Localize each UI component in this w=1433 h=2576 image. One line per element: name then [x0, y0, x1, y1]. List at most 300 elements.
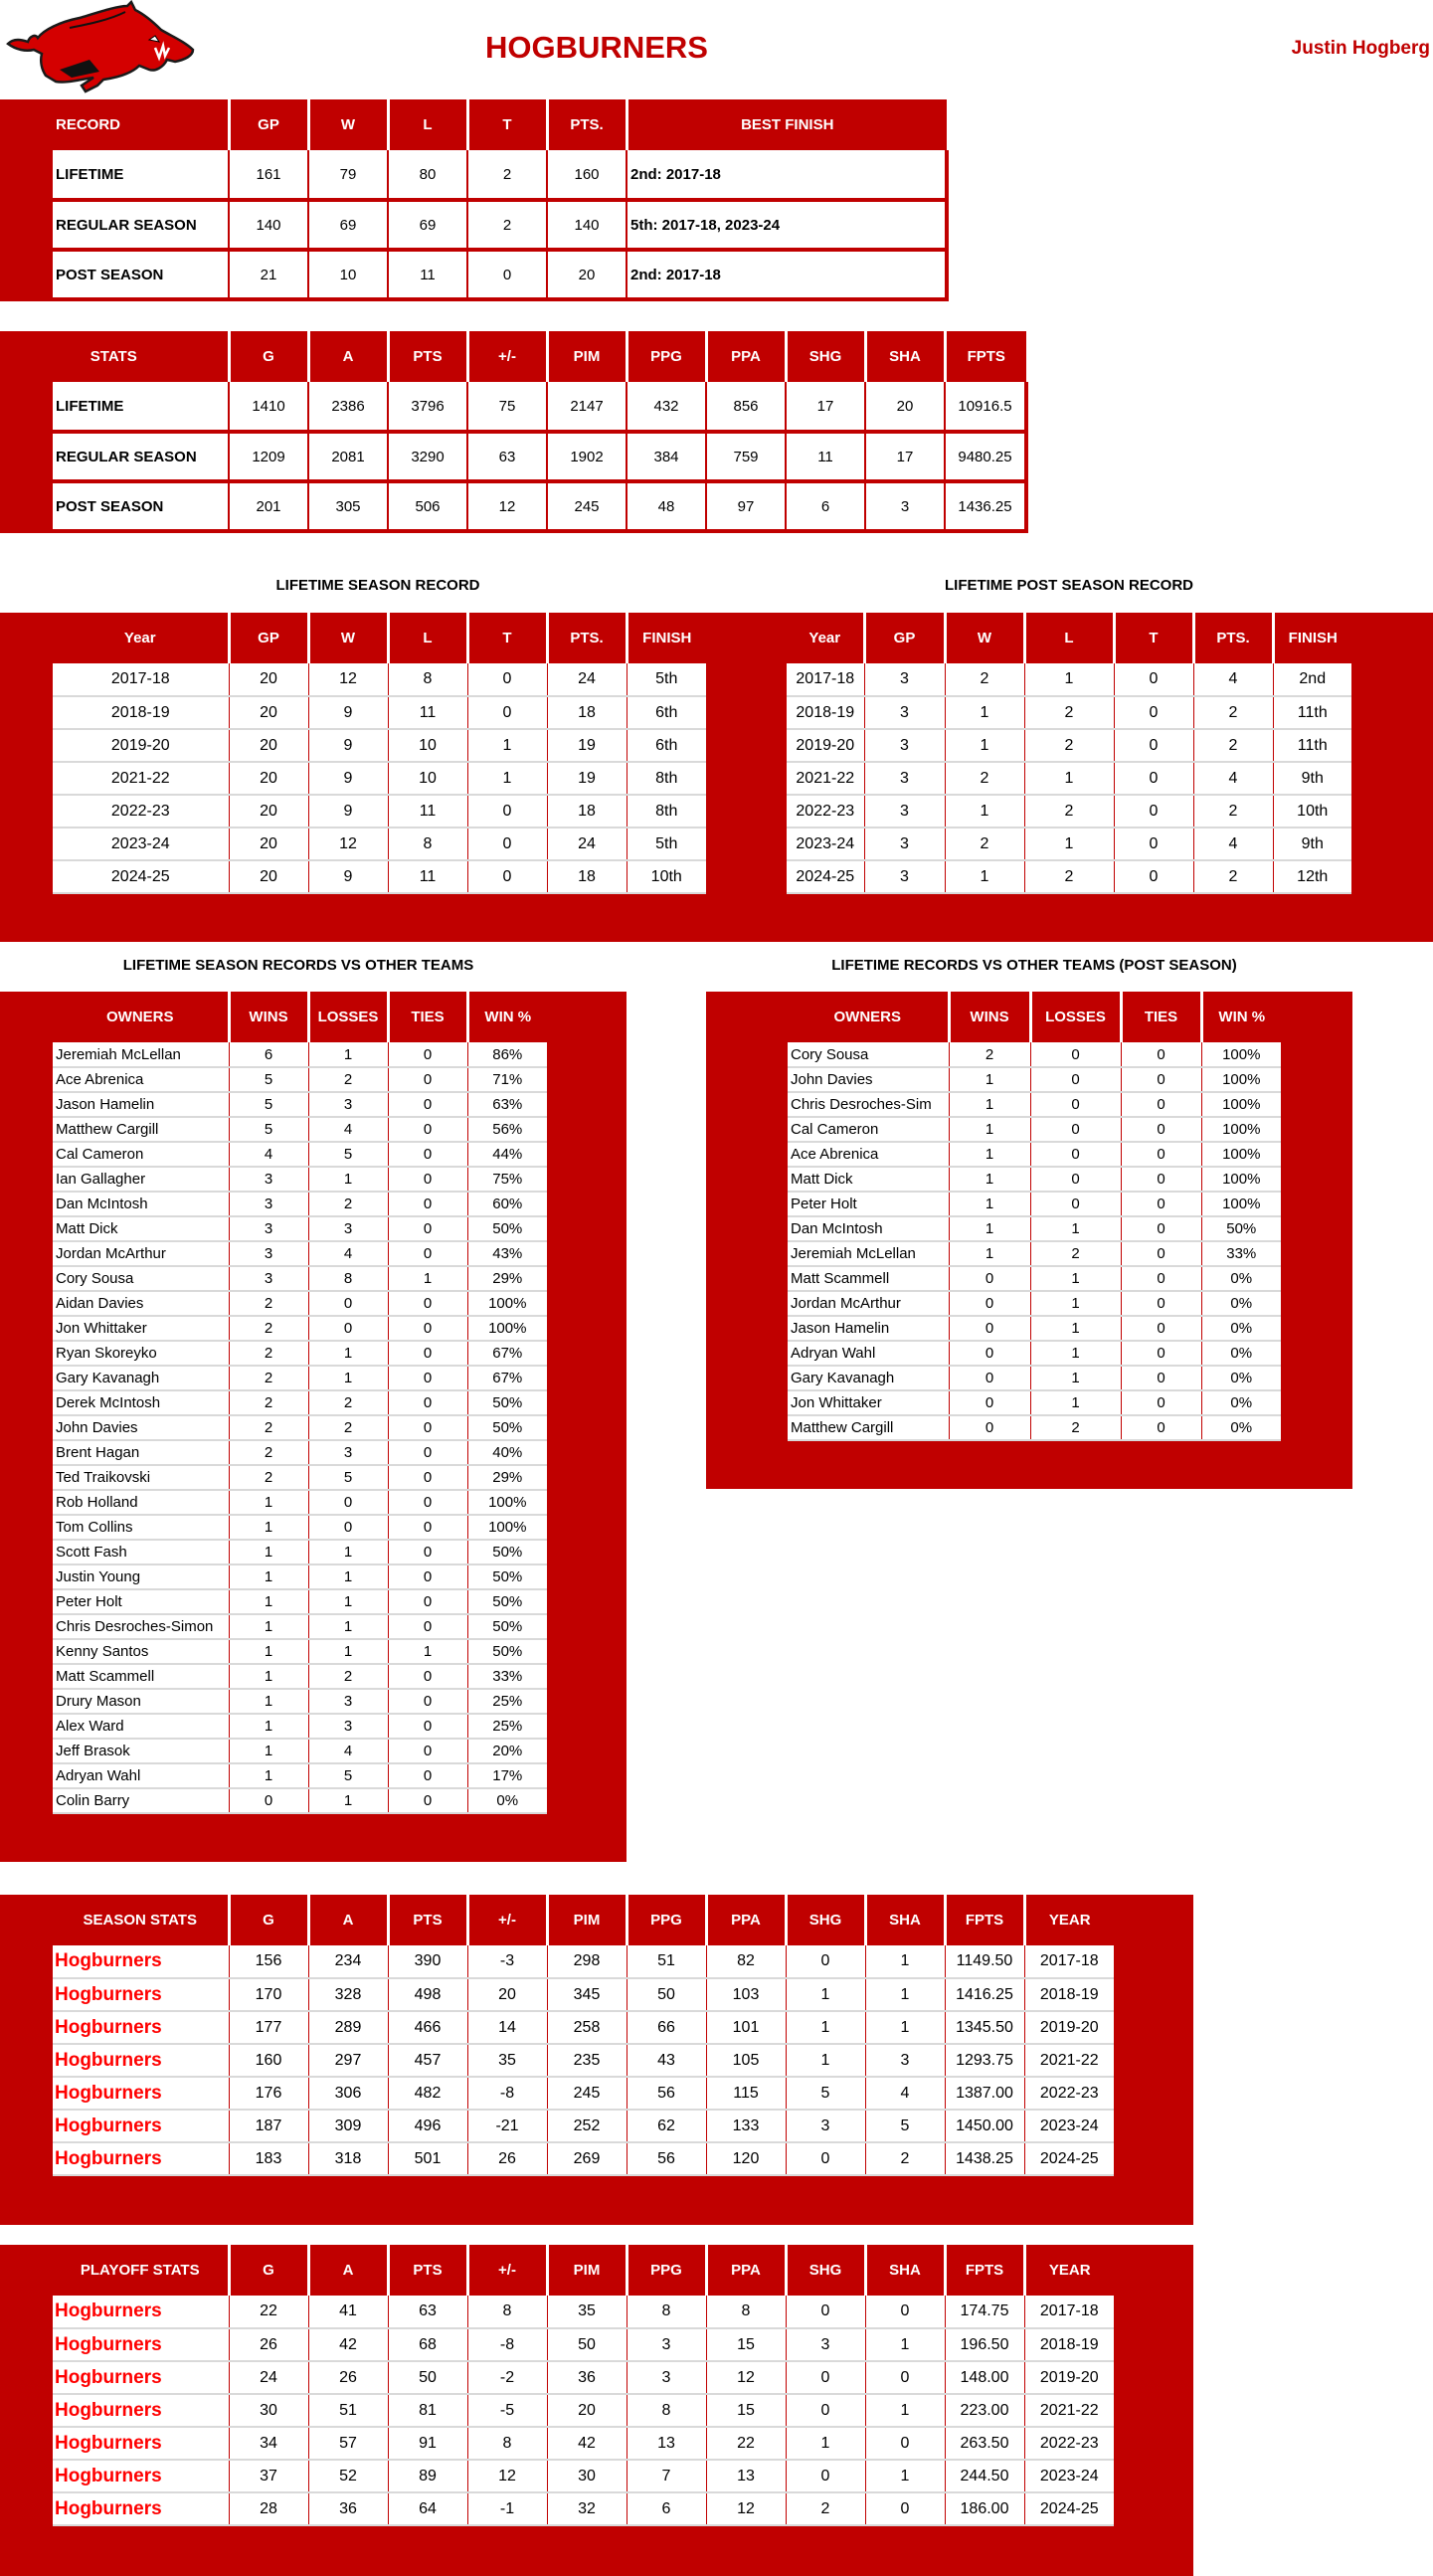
record-table: [0, 99, 949, 301]
cell: 50%: [467, 1415, 547, 1440]
cell: 3796: [388, 382, 467, 432]
cell: 0: [388, 1316, 467, 1341]
table-row: [788, 1266, 1281, 1291]
cell: 1: [308, 1042, 388, 1067]
cell: 2: [229, 1415, 308, 1440]
cell: 1: [786, 2044, 865, 2077]
stats-table: [0, 331, 1028, 533]
cell: 2: [467, 150, 547, 200]
cell: 2023-24: [1024, 2460, 1114, 2492]
col-header: PLAYOFF STATS: [53, 2245, 229, 2296]
table-row: [53, 1266, 547, 1291]
cell: 1: [786, 1978, 865, 2011]
table-row: [53, 2142, 1114, 2175]
cell: 10: [388, 729, 467, 762]
cell: 60%: [467, 1192, 547, 1216]
cell: 56%: [467, 1117, 547, 1142]
col-header: SHA: [865, 331, 945, 382]
cell: 432: [627, 382, 706, 432]
cell: 20: [547, 2394, 627, 2427]
table-row: [53, 2328, 1114, 2361]
cell: 1: [949, 1167, 1030, 1192]
vs-season-title: LIFETIME SEASON RECORDS VS OTHER TEAMS: [122, 957, 474, 974]
table-row: [53, 1945, 1114, 1978]
col-header: T: [1114, 613, 1193, 663]
cell: 42: [547, 2427, 627, 2460]
header-row: [788, 992, 1281, 1042]
cell: 17: [865, 432, 945, 481]
cell: 50%: [467, 1589, 547, 1614]
cell: 2: [308, 1192, 388, 1216]
cell: 2: [229, 1366, 308, 1390]
cell: 2: [1193, 795, 1273, 828]
table-row: [53, 2296, 1114, 2328]
col-header: PIM: [547, 331, 627, 382]
cell: 2: [945, 663, 1024, 696]
cell: 3: [864, 795, 945, 828]
cell: 506: [388, 481, 467, 531]
col-header: SHA: [865, 2245, 945, 2296]
cell: 100%: [1201, 1042, 1281, 1067]
cell: 1: [945, 696, 1024, 729]
cell: 9: [308, 860, 388, 893]
cell: 1: [467, 762, 547, 795]
cell: 2: [229, 1390, 308, 1415]
cell: 2023-24: [1024, 2110, 1114, 2142]
owner-name-cell: Matt Scammell: [53, 1664, 229, 1689]
row-label: LIFETIME: [0, 382, 229, 432]
table-row: [787, 729, 1351, 762]
cell: 50: [547, 2328, 627, 2361]
cell: 1149.50: [945, 1945, 1024, 1978]
col-header: +/-: [467, 2245, 547, 2296]
owner-name-cell: Chris Desroches-Simon: [53, 1614, 229, 1639]
cell: 0: [786, 1945, 865, 1978]
cell: 10th: [627, 860, 706, 893]
cell: 11: [388, 250, 467, 299]
cell: 1: [308, 1589, 388, 1614]
cell: 2: [1024, 696, 1114, 729]
cell: 0: [949, 1366, 1030, 1390]
cell: 2: [1193, 729, 1273, 762]
cell: 1: [949, 1117, 1030, 1142]
record-header-row: [0, 99, 947, 150]
table-row: [53, 2394, 1114, 2427]
table-row: [53, 1664, 547, 1689]
owner-name-cell: Matthew Cargill: [53, 1117, 229, 1142]
owner-name-cell: John Davies: [788, 1067, 949, 1092]
cell: 105: [706, 2044, 786, 2077]
table-row: [53, 795, 706, 828]
cell: 100%: [1201, 1092, 1281, 1117]
cell: 100%: [1201, 1142, 1281, 1167]
cell: 2: [1024, 860, 1114, 893]
cell: 201: [229, 481, 308, 531]
year-cell: 2018-19: [53, 696, 229, 729]
cell: 1: [1030, 1291, 1121, 1316]
row-label: REGULAR SEASON: [0, 200, 229, 250]
col-header: WINS: [949, 992, 1030, 1042]
cell: 0: [1121, 1067, 1201, 1092]
cell: 30: [229, 2394, 308, 2427]
cell: 0: [949, 1316, 1030, 1341]
cell: 0: [1114, 795, 1193, 828]
cell: 100%: [467, 1316, 547, 1341]
cell: 6th: [627, 729, 706, 762]
header-row: [53, 1895, 1114, 1945]
cell: 0: [388, 1788, 467, 1813]
cell: 4: [308, 1739, 388, 1763]
cell: 9: [308, 762, 388, 795]
owner-name-cell: Peter Holt: [788, 1192, 949, 1216]
cell: 34: [229, 2427, 308, 2460]
cell: 160: [229, 2044, 308, 2077]
table-row: [0, 250, 947, 299]
cell: 20: [865, 382, 945, 432]
cell: 0: [1114, 696, 1193, 729]
table-row: [53, 1415, 547, 1440]
cell: 4: [865, 2077, 945, 2110]
cell: 0: [388, 1042, 467, 1067]
cell: 1: [786, 2011, 865, 2044]
cell: 25%: [467, 1689, 547, 1714]
cell: 3: [627, 2328, 706, 2361]
cell: 2017-18: [1024, 1945, 1114, 1978]
year-cell: 2022-23: [787, 795, 864, 828]
cell: 37: [229, 2460, 308, 2492]
cell: 1: [865, 1978, 945, 2011]
cell: 8: [388, 828, 467, 860]
table-row: [53, 2044, 1114, 2077]
owner-name-cell: Jon Whittaker: [53, 1316, 229, 1341]
team-name-cell: Hogburners: [53, 2427, 229, 2460]
cell: 3: [864, 663, 945, 696]
col-header: SHG: [786, 2245, 865, 2296]
cell: 2: [1030, 1415, 1121, 1440]
col-header: PPA: [706, 1895, 786, 1945]
cell: 1: [229, 1490, 308, 1515]
owner-name-cell: Adryan Wahl: [53, 1763, 229, 1788]
cell: 2: [786, 2492, 865, 2525]
row-label: POST SEASON: [0, 481, 229, 531]
table-row: [788, 1390, 1281, 1415]
cell: 2: [229, 1341, 308, 1366]
owner-name-cell: Jordan McArthur: [53, 1241, 229, 1266]
cell: 12: [706, 2492, 786, 2525]
cell: 1: [229, 1664, 308, 1689]
cell: 63: [388, 2296, 467, 2328]
cell: 1: [865, 1945, 945, 1978]
cell: 258: [547, 2011, 627, 2044]
cell: 0: [388, 1689, 467, 1714]
cell: 0: [1030, 1167, 1121, 1192]
cell: 2: [1193, 696, 1273, 729]
cell: 0: [229, 1788, 308, 1813]
cell: 384: [627, 432, 706, 481]
cell: 56: [627, 2142, 706, 2175]
year-cell: 2021-22: [787, 762, 864, 795]
table-row: [53, 663, 706, 696]
table-row: [788, 1216, 1281, 1241]
cell: 11: [388, 696, 467, 729]
cell: 97: [706, 481, 786, 531]
table-row: [788, 1415, 1281, 1440]
cell: 1: [865, 2011, 945, 2044]
table-row: [53, 2077, 1114, 2110]
cell: 12: [706, 2361, 786, 2394]
cell: 67%: [467, 1366, 547, 1390]
cell: 18: [547, 795, 627, 828]
cell: 1: [949, 1092, 1030, 1117]
cell: 103: [706, 1978, 786, 2011]
table-row: [53, 1614, 547, 1639]
cell: 50%: [467, 1390, 547, 1415]
cell: 2: [229, 1465, 308, 1490]
cell: 8: [706, 2296, 786, 2328]
cell: 0: [949, 1341, 1030, 1366]
cell: 8: [467, 2427, 547, 2460]
cell: 8: [388, 663, 467, 696]
table-row: [0, 382, 1026, 432]
owner-name-cell: Dan McIntosh: [53, 1192, 229, 1216]
cell: 100%: [1201, 1067, 1281, 1092]
cell: 0: [467, 795, 547, 828]
cell: 3: [864, 729, 945, 762]
cell: 3: [865, 2044, 945, 2077]
cell: 1: [786, 2427, 865, 2460]
cell: 1: [308, 1341, 388, 1366]
table-row: [53, 1291, 547, 1316]
cell: 25%: [467, 1714, 547, 1739]
cell: 1: [229, 1714, 308, 1739]
header-row: [53, 992, 547, 1042]
cell: 0: [388, 1366, 467, 1390]
cell: 63: [467, 432, 547, 481]
cell: 3: [786, 2328, 865, 2361]
cell: 33%: [1201, 1241, 1281, 1266]
cell: 0: [467, 860, 547, 893]
cell: 26: [229, 2328, 308, 2361]
best-finish: 5th: 2017-18, 2023-24: [627, 200, 947, 250]
table-row: [53, 1540, 547, 1564]
table-row: [53, 1564, 547, 1589]
cell: 2: [1030, 1241, 1121, 1266]
owner-name-cell: Tom Collins: [53, 1515, 229, 1540]
cell: 0: [388, 1415, 467, 1440]
cell: 0: [949, 1390, 1030, 1415]
owner-name-cell: Aidan Davies: [53, 1291, 229, 1316]
cell: 0: [388, 1540, 467, 1564]
cell: 4: [1193, 762, 1273, 795]
cell: 2022-23: [1024, 2427, 1114, 2460]
cell: 2021-22: [1024, 2394, 1114, 2427]
cell: 2022-23: [1024, 2077, 1114, 2110]
cell: 100%: [1201, 1167, 1281, 1192]
cell: 298: [547, 1945, 627, 1978]
cell: 3: [229, 1266, 308, 1291]
owner-name-cell: Ace Abrenica: [788, 1142, 949, 1167]
table-row: [0, 150, 947, 200]
cell: 7: [627, 2460, 706, 2492]
owner-name-cell: Cory Sousa: [788, 1042, 949, 1067]
cell: 8th: [627, 795, 706, 828]
col-header: FPTS: [945, 2245, 1024, 2296]
year-cell: 2018-19: [787, 696, 864, 729]
cell: 1: [229, 1515, 308, 1540]
cell: 0: [1114, 663, 1193, 696]
cell: 12th: [1273, 860, 1351, 893]
cell: 0: [467, 828, 547, 860]
cell: 2081: [308, 432, 388, 481]
col-header: SHG: [786, 331, 865, 382]
cell: 235: [547, 2044, 627, 2077]
table-row: [53, 1341, 547, 1366]
cell: 20: [229, 696, 308, 729]
cell: 1: [229, 1739, 308, 1763]
cell: 43%: [467, 1241, 547, 1266]
cell: 3: [308, 1440, 388, 1465]
cell: 0%: [1201, 1316, 1281, 1341]
col-header: G: [229, 331, 308, 382]
cell: 12: [308, 828, 388, 860]
cell: 1: [1024, 828, 1114, 860]
cell: 3: [308, 1714, 388, 1739]
cell: -21: [467, 2110, 547, 2142]
cell: 18: [547, 696, 627, 729]
cell: 20: [229, 762, 308, 795]
cell: 1: [308, 1366, 388, 1390]
col-header: LOSSES: [308, 992, 388, 1042]
table-row: [53, 1067, 547, 1092]
cell: 64: [388, 2492, 467, 2525]
col-header: PPA: [706, 2245, 786, 2296]
cell: 32: [547, 2492, 627, 2525]
cell: 1: [949, 1241, 1030, 1266]
cell: 0%: [467, 1788, 547, 1813]
cell: 1: [949, 1142, 1030, 1167]
row-label: LIFETIME: [0, 150, 229, 200]
cell: 13: [706, 2460, 786, 2492]
cell: 0%: [1201, 1390, 1281, 1415]
cell: 14: [467, 2011, 547, 2044]
cell: 0: [1121, 1316, 1201, 1341]
season-record-table: [53, 613, 706, 894]
table-row: [788, 1042, 1281, 1067]
table-row: [53, 1639, 547, 1664]
razorback-hog-logo-icon: [0, 0, 199, 94]
cell: 50: [388, 2361, 467, 2394]
cell: 2: [308, 1415, 388, 1440]
cell: 11: [388, 860, 467, 893]
cell: 13: [627, 2427, 706, 2460]
cell: 498: [388, 1978, 467, 2011]
owner-name: Justin Hogberg: [1291, 38, 1430, 59]
cell: 0: [1030, 1192, 1121, 1216]
cell: 1: [388, 1639, 467, 1664]
cell: 252: [547, 2110, 627, 2142]
owner-name-cell: Ryan Skoreyko: [53, 1341, 229, 1366]
cell: 328: [308, 1978, 388, 2011]
col-header: FPTS: [945, 331, 1026, 382]
cell: 1: [229, 1639, 308, 1664]
cell: 244.50: [945, 2460, 1024, 2492]
cell: 482: [388, 2077, 467, 2110]
table-row: [53, 1714, 547, 1739]
table-row: [53, 1515, 547, 1540]
cell: 1: [865, 2328, 945, 2361]
vs-season-table: [53, 992, 547, 1814]
cell: 0: [388, 1390, 467, 1415]
cell: 3: [864, 696, 945, 729]
team-name-cell: Hogburners: [53, 2361, 229, 2394]
cell: 2: [945, 762, 1024, 795]
cell: 501: [388, 2142, 467, 2175]
cell: 0: [388, 1589, 467, 1614]
cell: 0: [949, 1291, 1030, 1316]
cell: 6: [627, 2492, 706, 2525]
cell: 8: [467, 2296, 547, 2328]
cell: 115: [706, 2077, 786, 2110]
row-label: POST SEASON: [0, 250, 229, 299]
cell: 1: [388, 1266, 467, 1291]
cell: 91: [388, 2427, 467, 2460]
cell: 0: [1121, 1092, 1201, 1117]
team-name-cell: Hogburners: [53, 2492, 229, 2525]
stats-header-row: [0, 331, 1026, 382]
col-header: T: [467, 613, 547, 663]
cell: 75%: [467, 1167, 547, 1192]
col-header: TIES: [1121, 992, 1201, 1042]
table-row: [53, 2427, 1114, 2460]
cell: 1: [467, 729, 547, 762]
owner-name-cell: Cory Sousa: [53, 1266, 229, 1291]
best-finish: 2nd: 2017-18: [627, 150, 947, 200]
table-row: [788, 1167, 1281, 1192]
cell: 177: [229, 2011, 308, 2044]
cell: 15: [706, 2328, 786, 2361]
owner-name-cell: Jeremiah McLellan: [788, 1241, 949, 1266]
cell: 120: [706, 2142, 786, 2175]
cell: 3: [786, 2110, 865, 2142]
cell: 0: [786, 2142, 865, 2175]
cell: 69: [388, 200, 467, 250]
cell: 43: [627, 2044, 706, 2077]
cell: 140: [547, 200, 627, 250]
cell: 0: [1121, 1117, 1201, 1142]
cell: 9th: [1273, 828, 1351, 860]
team-name-cell: Hogburners: [53, 2110, 229, 2142]
cell: 2: [865, 2142, 945, 2175]
cell: 0: [786, 2394, 865, 2427]
cell: 305: [308, 481, 388, 531]
team-name-cell: Hogburners: [53, 2011, 229, 2044]
team-title: HOGBURNERS: [485, 30, 708, 65]
cell: 1: [1030, 1390, 1121, 1415]
cell: 35: [467, 2044, 547, 2077]
col-header: GP: [229, 99, 308, 150]
cell: 3: [864, 828, 945, 860]
cell: 4: [308, 1241, 388, 1266]
owner-name-cell: Jason Hamelin: [53, 1092, 229, 1117]
cell: 457: [388, 2044, 467, 2077]
table-row: [53, 762, 706, 795]
cell: 2018-19: [1024, 1978, 1114, 2011]
cell: 0%: [1201, 1415, 1281, 1440]
cell: 4: [1193, 663, 1273, 696]
table-row: [53, 2011, 1114, 2044]
cell: 0: [388, 1192, 467, 1216]
cell: 1: [1030, 1341, 1121, 1366]
